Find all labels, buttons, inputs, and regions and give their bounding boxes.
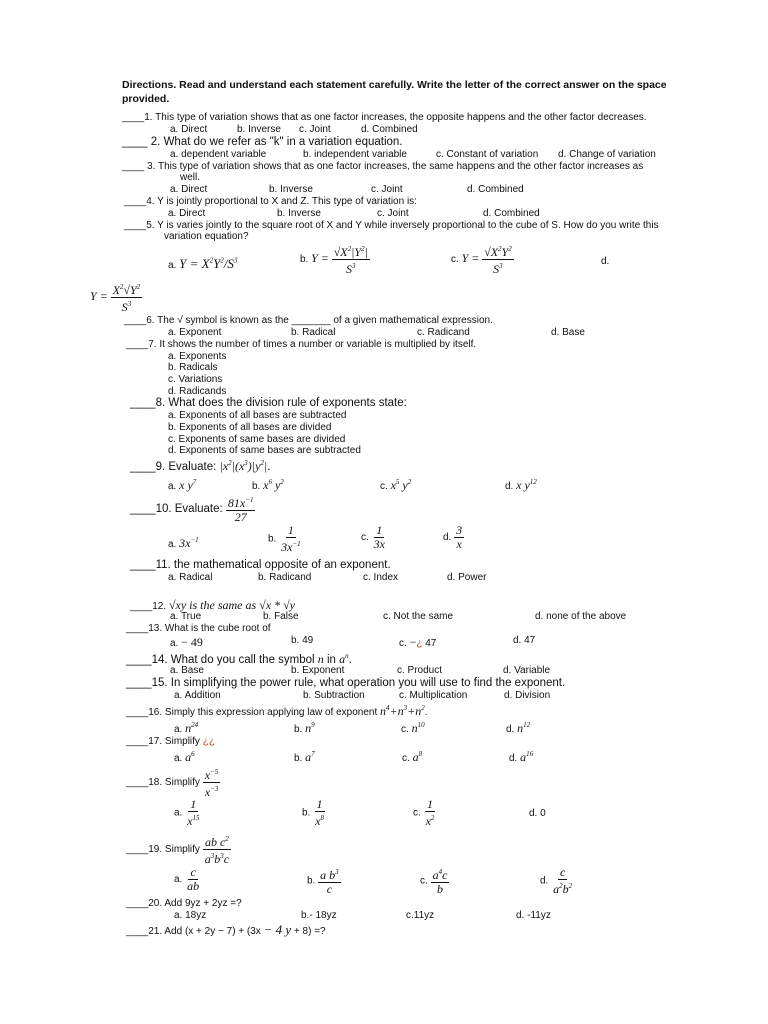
q13-option-b: b. 49 xyxy=(291,635,314,646)
q10-option-c: c. $\frac{1}{3x}$ xyxy=(361,523,385,551)
q16-option-a: a. $n^{24}$ xyxy=(174,721,199,735)
q2-option-b: b. independent variable xyxy=(303,149,407,160)
question-1: ____1. This type of variation shows that as one factor increases, the opposite happens and the other factor decreases. xyxy=(122,112,647,123)
q14-option-d: d. Variable xyxy=(503,665,551,676)
q17-option-c: c. $a^8$ xyxy=(402,750,423,764)
q5-option-d-label: d. xyxy=(601,256,610,267)
q3-option-a: a. Direct xyxy=(170,184,208,195)
q12-option-b: b. False xyxy=(263,611,299,622)
q18-option-b: b. $\frac{1}{x^8}$ xyxy=(302,797,324,828)
q4-option-c: c. Joint xyxy=(377,208,409,219)
q12-option-c: c. Not the same xyxy=(383,611,454,622)
q9-option-a: a. x $y^7$ xyxy=(168,478,197,492)
q4-option-b: b. Inverse xyxy=(277,208,321,219)
q17-option-d: d. $a^{16}$ xyxy=(509,750,534,764)
q17-option-a: a. $a^6$ xyxy=(174,750,195,764)
q12-option-d: d. none of the above xyxy=(535,611,627,622)
q4-option-a: a. Direct xyxy=(168,208,206,219)
question-13: ____13. What is the cube root of xyxy=(126,623,271,634)
q11-option-b: b. Radicand xyxy=(258,572,312,583)
question-3-cont: well. xyxy=(180,172,201,183)
q7-option-c: c. Variations xyxy=(168,374,223,385)
question-5: ____5. Y is varies jointly to the square root of X and Y while inversely proportional to the cube of S. How do you write this xyxy=(124,220,659,231)
question-11: ____11. the mathematical opposite of an exponent. xyxy=(130,559,391,571)
directions: Directions. Read and understand each statement carefully. Write the letter of the correct answer on the space provided. xyxy=(122,79,667,105)
q14-option-c: c. Product xyxy=(397,665,443,676)
q5-option-b: b. Y = $\frac{√X^2|Y^2|}{S^3}$ xyxy=(300,245,368,276)
q15-option-b: b. Subtraction xyxy=(303,690,365,701)
q8-option-d: d. Exponents of same bases are subtracted xyxy=(168,445,361,456)
q19-option-b: b. $\frac{a b^3}{c}$ xyxy=(307,868,339,896)
q2-option-d: d. Change of variation xyxy=(558,149,656,160)
q19-option-a: a. $\frac{c}{ab}$ xyxy=(174,865,200,893)
q19-option-d: d. $\frac{c}{a^2b^2}$ xyxy=(540,865,573,896)
q15-option-a: a. Addition xyxy=(174,690,221,701)
q11-option-d: d. Power xyxy=(447,572,487,583)
q6-option-a: a. Exponent xyxy=(168,327,222,338)
question-15: ____15. In simplifying the power rule, what operation you will use to find the exponent. xyxy=(126,677,566,689)
q11-option-a: a. Radical xyxy=(168,572,213,583)
q5-option-a: a. $Y = X^2Y^2/S^3$ xyxy=(168,256,238,271)
q20-option-d: d. -11yz xyxy=(516,910,551,921)
q13-option-c: c. −¿ 47 xyxy=(399,635,437,649)
q14-option-a: a. Base xyxy=(170,665,204,676)
q15-option-d: d. Division xyxy=(504,690,551,701)
q1-option-a: a. Direct xyxy=(170,124,208,135)
q20-option-b: b.- 18yz xyxy=(301,910,337,921)
q11-option-c: c. Index xyxy=(363,572,399,583)
q5-option-c: c. Y = $\frac{√X^2Y^2}{S^3}$ xyxy=(451,245,512,276)
question-7: ____7. It shows the number of times a number or variable is multiplied by itself. xyxy=(126,339,477,350)
q3-option-b: b. Inverse xyxy=(269,184,313,195)
question-16: ____16. Simply this expression applying law of exponent $n^4+n^3+n^2$. xyxy=(126,704,428,718)
question-12: ____12. √xy is the same as √x * √y xyxy=(130,598,295,612)
q19-option-c: c. $\frac{a^4c}{b}$ xyxy=(420,868,448,896)
q16-option-d: d. $n^{12}$ xyxy=(506,721,531,735)
q20-option-c: c.11yz xyxy=(406,910,435,921)
question-17: ____17. Simplify ¿¿ xyxy=(126,736,215,747)
question-10: ____10. Evaluate: $\frac{81x^{-1}}{27}$ xyxy=(130,496,254,524)
q13-option-d: d. 47 xyxy=(513,635,536,646)
q6-option-b: b. Radical xyxy=(291,327,336,338)
q1-option-d: d. Combined xyxy=(361,124,418,135)
question-21: ____21. Add (x + 2y − 7) + (3x − 4 y + 8) =? xyxy=(126,922,326,937)
q3-option-c: c. Joint xyxy=(371,184,403,195)
q9-option-b: b. $x^6$ $y^2$ xyxy=(252,478,284,492)
question-20: ____20. Add 9yz + 2yz =? xyxy=(126,898,242,909)
q7-option-b: b. Radicals xyxy=(168,362,218,373)
q13-option-a: a. − 49 xyxy=(170,635,203,649)
q2-option-a: a. dependent variable xyxy=(170,149,267,160)
q7-option-d: d. Radicands xyxy=(168,386,227,397)
q12-option-a: a. True xyxy=(170,611,202,622)
q18-option-d: d. 0 xyxy=(529,808,546,819)
q10-option-b: b. $\frac{1}{3x^{-1}}$ xyxy=(268,523,301,554)
q10-option-a: a. $3x^{-1}$ xyxy=(168,536,199,550)
question-6: ____6. The √ symbol is known as the _______ of a given mathematical expression. xyxy=(124,315,493,326)
q8-option-b: b. Exponents of all bases are divided xyxy=(168,422,332,433)
q10-option-d: d. $\frac{3}{x}$ xyxy=(443,523,463,551)
q8-option-a: a. Exponents of all bases are subtracted xyxy=(168,410,347,421)
q9-option-d: d. x $y^{12}$ xyxy=(505,478,537,492)
question-3: ____ 3. This type of variation shows that as one factor increases, the same happens and the other factor increases as xyxy=(122,161,644,172)
q15-option-c: c. Multiplication xyxy=(399,690,468,701)
q14-option-b: b. Exponent xyxy=(291,665,345,676)
question-2: ____ 2. What do we refer as "k" in a variation equation. xyxy=(122,136,403,148)
question-18: ____18. Simplify $\frac{x^{-5}}{x^{-3}}$ xyxy=(126,768,219,799)
q6-option-d: d. Base xyxy=(551,327,585,338)
question-9: ____9. Evaluate: $|x^2|(x^3)|y^2|$. xyxy=(130,459,271,473)
q4-option-d: d. Combined xyxy=(483,208,540,219)
q16-option-c: c. $n^{10}$ xyxy=(401,721,425,735)
q17-option-b: b. $a^7$ xyxy=(294,750,315,764)
q3-option-d: d. Combined xyxy=(467,184,524,195)
q18-option-a: a. $\frac{1}{x^{15}}$ xyxy=(174,797,200,828)
question-14: ____14. What do you call the symbol n in $a^n$. xyxy=(126,652,352,666)
q6-option-c: c. Radicand xyxy=(417,327,470,338)
question-19: ____19. Simplify $\frac{ab c^2}{a^3b^3c}$ xyxy=(126,835,230,866)
q8-option-c: c. Exponents of same bases are divided xyxy=(168,434,346,445)
q18-option-c: c. $\frac{1}{x^2}$ xyxy=(413,797,435,828)
q1-option-c: c. Joint xyxy=(299,124,331,135)
q20-option-a: a. 18yz xyxy=(174,910,207,921)
question-4: ____4. Y is jointly proportional to X and Z. This type of variation is: xyxy=(124,196,417,207)
question-5-cont: variation equation? xyxy=(164,231,249,242)
q9-option-c: c. $x^5$ $y^2$ xyxy=(380,478,412,492)
q7-option-a: a. Exponents xyxy=(168,351,227,362)
q5-option-d-formula: Y = $\frac{X^2√Y^2}{S^3}$ xyxy=(90,283,141,314)
q16-option-b: b. $n^9$ xyxy=(294,721,315,735)
question-8: ____8. What does the division rule of exponents state: xyxy=(130,397,407,409)
q2-option-c: c. Constant of variation xyxy=(436,149,539,160)
q1-option-b: b. Inverse xyxy=(237,124,281,135)
